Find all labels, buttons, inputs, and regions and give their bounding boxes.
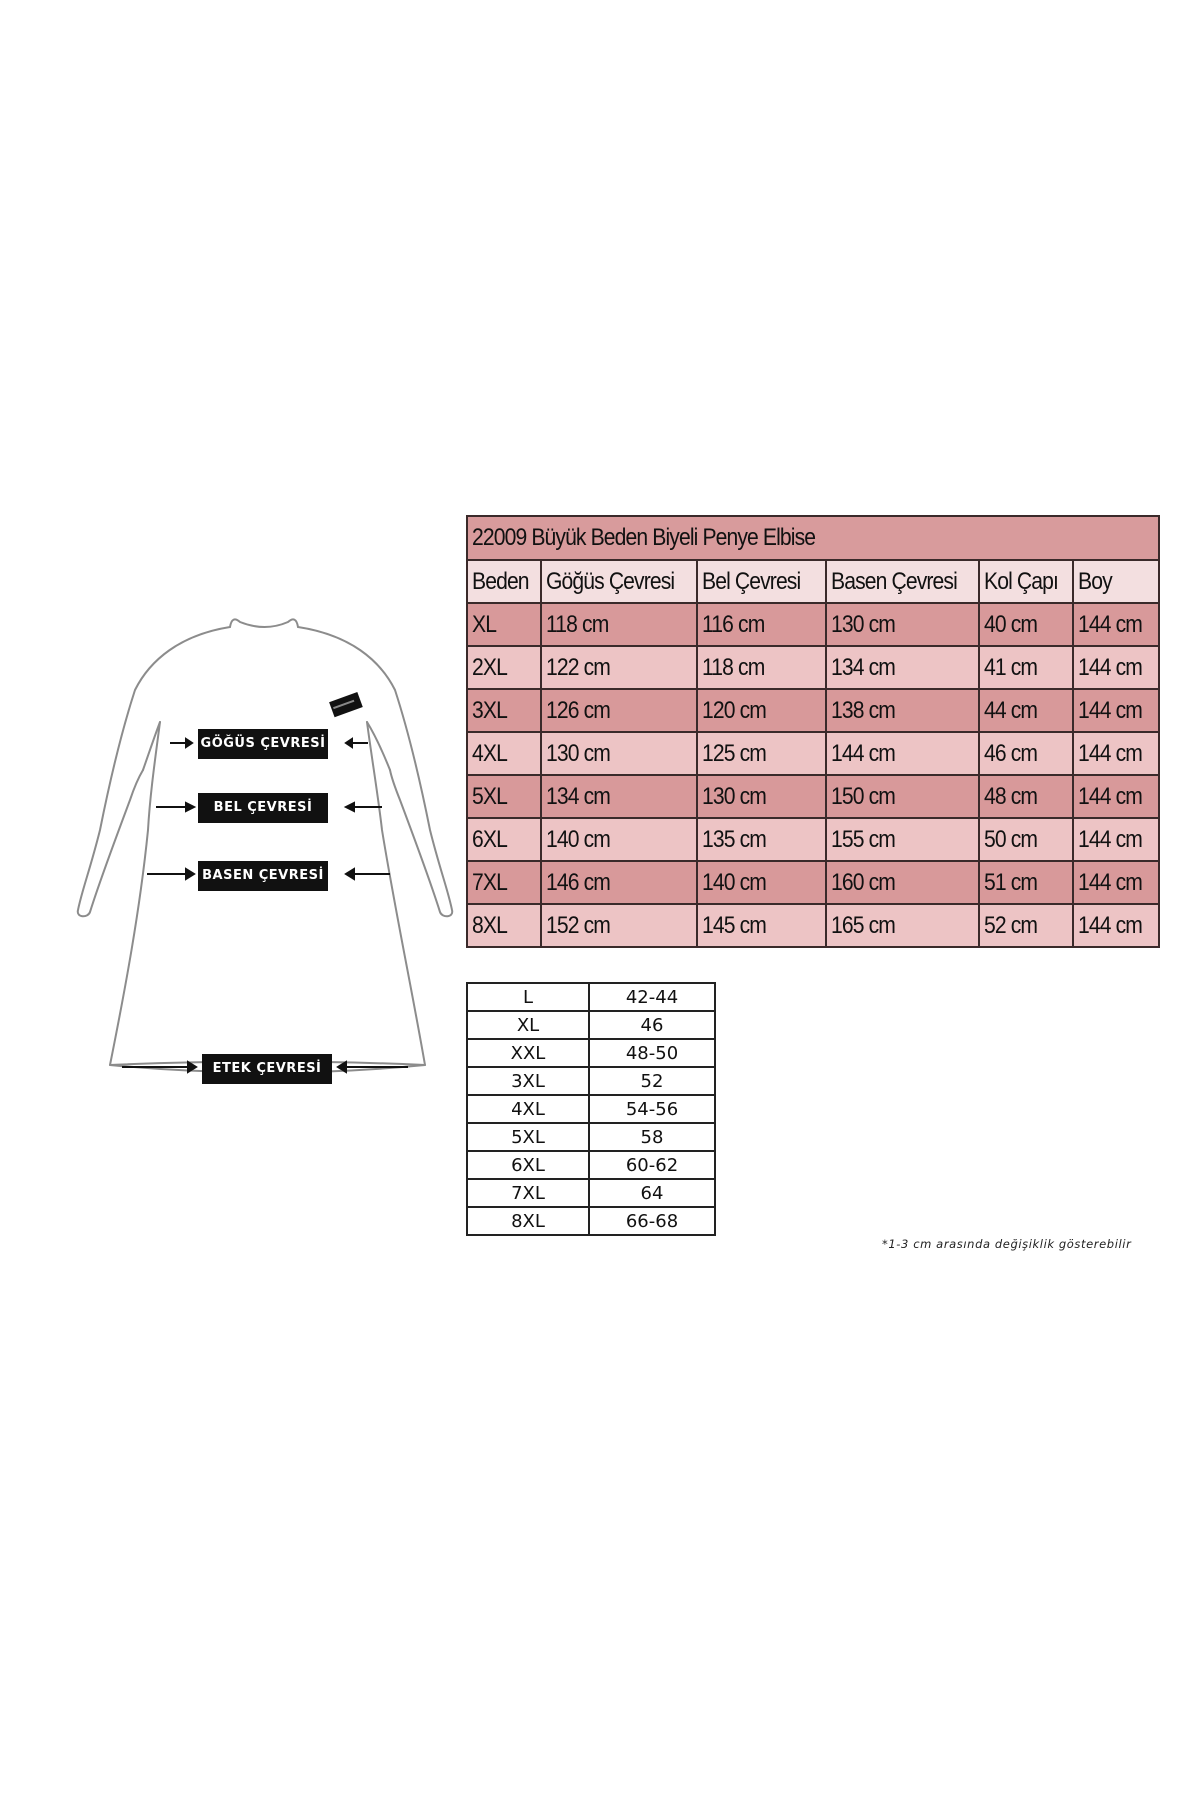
size-chart-row [467, 775, 1159, 818]
measurement-cell [979, 904, 1073, 947]
measurement-cell [979, 732, 1073, 775]
measurement-text: 146 cm [546, 868, 611, 896]
conversion-row [467, 1207, 715, 1235]
letter-size-cell: XL [467, 1011, 589, 1039]
measurement-text: 165 cm [830, 911, 895, 939]
measurement-text: 144 cm [1078, 868, 1142, 896]
waist-measure-label: BEL ÇEVRESİ [198, 793, 328, 823]
measurement-cell [826, 775, 979, 818]
size-cell [467, 689, 541, 732]
measurement-cell [979, 689, 1073, 732]
measurement-cell [826, 689, 979, 732]
conversion-row [467, 1067, 715, 1095]
conversion-row [467, 1123, 715, 1151]
measurement-cell [1073, 861, 1159, 904]
header-text: Basen Çevresi [830, 567, 957, 595]
measurement-text: 144 cm [1078, 911, 1142, 939]
measurement-cell [1073, 646, 1159, 689]
header-text: Kol Çapı [983, 567, 1058, 595]
conversion-row [467, 1179, 715, 1207]
measurement-text: 160 cm [830, 868, 895, 896]
letter-size-cell: 8XL [467, 1207, 589, 1235]
measurement-text: 140 cm [702, 868, 767, 896]
measurement-text: 50 cm [983, 825, 1038, 853]
measurement-text: 118 cm [702, 653, 765, 681]
measurement-text: 135 cm [702, 825, 767, 853]
numeric-size-cell: 46 [589, 1011, 715, 1039]
header-text: Göğüs Çevresi [546, 567, 675, 595]
measurement-cell [541, 818, 697, 861]
measurement-text: 125 cm [702, 739, 767, 767]
size-cell [467, 603, 541, 646]
numeric-size-cell: 54-56 [589, 1095, 715, 1123]
measurement-cell [979, 603, 1073, 646]
header-cell [467, 560, 541, 603]
measurement-text: 118 cm [546, 610, 609, 638]
letter-size-cell: 6XL [467, 1151, 589, 1179]
measurement-text: 155 cm [830, 825, 895, 853]
size-chart-body [467, 603, 1159, 947]
measurement-cell [826, 603, 979, 646]
size-chart-header-row [467, 560, 1159, 603]
measurement-cell [697, 904, 826, 947]
measurement-cell [541, 861, 697, 904]
measurement-cell [826, 732, 979, 775]
measurement-cell [697, 818, 826, 861]
header-cell [697, 560, 826, 603]
size-text: 5XL [472, 782, 507, 810]
measurement-cell [979, 861, 1073, 904]
measurement-cell [541, 732, 697, 775]
measurement-text: 126 cm [546, 696, 611, 724]
size-cell [467, 904, 541, 947]
numeric-size-cell: 64 [589, 1179, 715, 1207]
numeric-size-cell: 52 [589, 1067, 715, 1095]
measurement-text: 144 cm [1078, 610, 1142, 638]
measurement-cell [1073, 732, 1159, 775]
measurement-cell [1073, 904, 1159, 947]
measurement-cell [826, 861, 979, 904]
conversion-row [467, 983, 715, 1011]
size-conversion-body [467, 983, 715, 1235]
measurement-cell [697, 861, 826, 904]
measurement-text: 130 cm [830, 610, 895, 638]
measurement-cell [826, 818, 979, 861]
numeric-size-cell: 66-68 [589, 1207, 715, 1235]
letter-size-cell: 5XL [467, 1123, 589, 1151]
footnote: *1-3 cm arasında değişiklik gösterebilir [882, 1237, 1132, 1251]
header-text: Boy [1078, 567, 1112, 595]
size-chart-row [467, 646, 1159, 689]
measurement-text: 44 cm [983, 696, 1038, 724]
measurement-cell [1073, 689, 1159, 732]
size-chart-row [467, 861, 1159, 904]
conversion-row [467, 1011, 715, 1039]
header-text: Bel Çevresi [702, 567, 801, 595]
conversion-row [467, 1039, 715, 1067]
size-cell [467, 732, 541, 775]
conversion-row [467, 1095, 715, 1123]
measurement-text: 144 cm [1078, 782, 1142, 810]
size-text: 8XL [472, 911, 507, 939]
size-cell [467, 818, 541, 861]
size-text: 3XL [472, 696, 507, 724]
measurement-cell [697, 732, 826, 775]
measurement-text: 134 cm [830, 653, 895, 681]
measurement-cell [541, 904, 697, 947]
measurement-cell [541, 775, 697, 818]
letter-size-cell: 3XL [467, 1067, 589, 1095]
measurement-cell [541, 646, 697, 689]
measurement-cell [1073, 818, 1159, 861]
size-chart-row [467, 689, 1159, 732]
measurement-text: 144 cm [1078, 825, 1142, 853]
measurement-cell [697, 689, 826, 732]
size-chart-title [467, 516, 1159, 560]
size-chart-row [467, 603, 1159, 646]
measurement-cell [979, 775, 1073, 818]
measurement-cell [979, 818, 1073, 861]
measurement-text: 130 cm [702, 782, 767, 810]
measurement-text: 116 cm [702, 610, 765, 638]
letter-size-cell: 4XL [467, 1095, 589, 1123]
size-cell [467, 775, 541, 818]
numeric-size-cell: 42-44 [589, 983, 715, 1011]
measurement-text: 122 cm [546, 653, 611, 681]
measurement-text: 40 cm [983, 610, 1038, 638]
measurement-text: 51 cm [983, 868, 1038, 896]
letter-size-cell: L [467, 983, 589, 1011]
header-cell [826, 560, 979, 603]
size-text: 2XL [472, 653, 507, 681]
measurement-cell [826, 904, 979, 947]
measurement-text: 48 cm [983, 782, 1038, 810]
measurement-text: 152 cm [546, 911, 611, 939]
measurement-cell [697, 603, 826, 646]
size-text: 4XL [472, 739, 507, 767]
chest-measure-label: GÖĞÜS ÇEVRESİ [198, 729, 328, 759]
measurement-text: 140 cm [546, 825, 611, 853]
size-text: 7XL [472, 868, 507, 896]
size-chart-row [467, 732, 1159, 775]
size-conversion-table [466, 982, 716, 1236]
measurement-text: 120 cm [702, 696, 767, 724]
size-text: XL [472, 610, 497, 638]
size-chart-table [466, 515, 1160, 948]
measurement-cell [979, 646, 1073, 689]
header-cell [541, 560, 697, 603]
letter-size-cell: XXL [467, 1039, 589, 1067]
size-text: 6XL [472, 825, 507, 853]
measurement-text: 41 cm [983, 653, 1038, 681]
measurement-cell [826, 646, 979, 689]
measurement-text: 46 cm [983, 739, 1038, 767]
measurement-text: 134 cm [546, 782, 611, 810]
measurement-text: 130 cm [546, 739, 611, 767]
measurement-text: 52 cm [983, 911, 1038, 939]
letter-size-cell: 7XL [467, 1179, 589, 1207]
measurement-text: 144 cm [1078, 653, 1142, 681]
conversion-row [467, 1151, 715, 1179]
header-cell [1073, 560, 1159, 603]
hem-measure-label: ETEK ÇEVRESİ [202, 1054, 332, 1084]
measurement-cell [541, 603, 697, 646]
measurement-text: 150 cm [830, 782, 895, 810]
measurement-cell [541, 689, 697, 732]
numeric-size-cell: 48-50 [589, 1039, 715, 1067]
measurement-cell [1073, 603, 1159, 646]
size-cell [467, 646, 541, 689]
size-chart-row [467, 818, 1159, 861]
measurement-text: 144 cm [830, 739, 895, 767]
measurement-text: 144 cm [1078, 739, 1142, 767]
measurement-text: 138 cm [830, 696, 895, 724]
measurement-cell [697, 775, 826, 818]
measurement-cell [697, 646, 826, 689]
size-chart-title-text: 22009 Büyük Beden Biyeli Penye Elbise [472, 524, 816, 551]
hip-measure-label: BASEN ÇEVRESİ [198, 861, 328, 891]
measurement-text: 145 cm [702, 911, 767, 939]
numeric-size-cell: 58 [589, 1123, 715, 1151]
size-cell [467, 861, 541, 904]
measurement-cell [1073, 775, 1159, 818]
numeric-size-cell: 60-62 [589, 1151, 715, 1179]
size-chart-row [467, 904, 1159, 947]
dress-illustration [60, 610, 460, 1110]
header-text: Beden [472, 567, 529, 595]
header-cell [979, 560, 1073, 603]
measurement-text: 144 cm [1078, 696, 1142, 724]
